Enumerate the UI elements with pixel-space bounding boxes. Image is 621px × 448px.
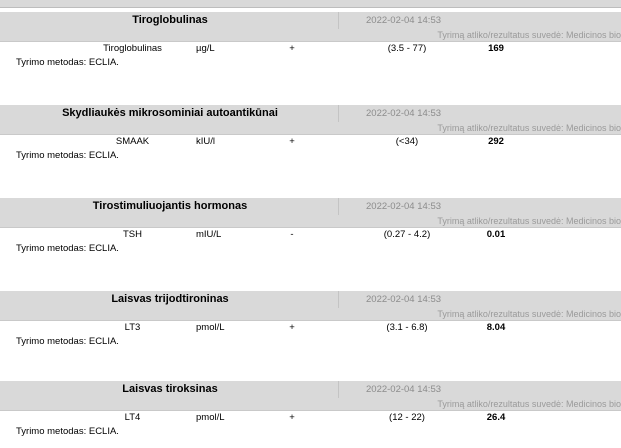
- analyte-name: SMAAK: [115, 136, 150, 147]
- block-date: 2022-02-04 14:53: [366, 201, 442, 212]
- analyte-unit: pmol/L: [196, 412, 225, 423]
- block-date: 2022-02-04 14:53: [366, 15, 442, 26]
- block-performer-bar: [0, 29, 621, 42]
- analyte-flag: +: [289, 43, 295, 54]
- block-performer-bar: [0, 215, 621, 228]
- reference-range: (0.27 - 4.2): [383, 229, 431, 240]
- block-title: Tirostimuliuojantis hormonas: [92, 200, 248, 212]
- method-row: [0, 336, 621, 350]
- method-label: Tyrimo metodas: ECLIA.: [16, 150, 119, 161]
- method-label: Tyrimo metodas: ECLIA.: [16, 57, 119, 68]
- method-label: Tyrimo metodas: ECLIA.: [16, 243, 119, 254]
- analyte-unit: pmol/L: [196, 322, 225, 333]
- result-value: 26.4: [486, 412, 506, 423]
- method-row: [0, 57, 621, 71]
- reference-range: (<34): [395, 136, 419, 147]
- method-row: [0, 243, 621, 257]
- analyte-name: Tiroglobulinas: [103, 43, 162, 54]
- analyte-flag: +: [289, 136, 295, 147]
- table-row: [0, 228, 621, 243]
- reference-range: (3.5 - 77): [387, 43, 427, 54]
- table-row: [0, 135, 621, 150]
- block-date: 2022-02-04 14:53: [366, 294, 442, 305]
- result-value: 169: [488, 43, 504, 54]
- block-title: Tiroglobulinas: [132, 14, 208, 26]
- block-title-bar: [0, 198, 621, 215]
- block-title-bar: [0, 105, 621, 122]
- method-label: Tyrimo metodas: ECLIA.: [16, 426, 119, 437]
- block-title: Skydliaukės mikrosominiai autoantikūnai: [62, 107, 278, 119]
- block-date: 2022-02-04 14:53: [366, 108, 442, 119]
- performer-note: Tyrimą atliko/rezultatus suvedė: Medicinos bio: [437, 399, 621, 409]
- analyte-name: TSH: [123, 229, 142, 240]
- table-row: [0, 411, 621, 426]
- block-title-bar: [0, 291, 621, 308]
- performer-note: Tyrimą atliko/rezultatus suvedė: Medicinos bio: [437, 309, 621, 319]
- method-row: [0, 426, 621, 440]
- result-value: 292: [488, 136, 504, 147]
- analyte-name: LT3: [124, 322, 141, 333]
- cut-off-header-strip: [0, 0, 621, 8]
- performer-note: Tyrimą atliko/rezultatus suvedė: Medicinos bio: [437, 216, 621, 226]
- block-title-bar: [0, 12, 621, 29]
- result-block-tiroglobulinas: [0, 12, 621, 71]
- method-label: Tyrimo metodas: ECLIA.: [16, 336, 119, 347]
- analyte-flag: +: [289, 412, 295, 423]
- performer-note: Tyrimą atliko/rezultatus suvedė: Medicinos bio: [437, 123, 621, 133]
- result-block-lt4: [0, 381, 621, 440]
- block-date: 2022-02-04 14:53: [366, 384, 442, 395]
- result-block-smaak: [0, 105, 621, 164]
- block-performer-bar: [0, 308, 621, 321]
- table-row: [0, 321, 621, 336]
- result-block-lt3: [0, 291, 621, 350]
- method-row: [0, 150, 621, 164]
- result-block-tsh: [0, 198, 621, 257]
- analyte-unit: kIU/l: [196, 136, 215, 147]
- block-performer-bar: [0, 398, 621, 411]
- result-value: 8.04: [486, 322, 506, 333]
- result-value: 0.01: [486, 229, 506, 240]
- block-title: Laisvas tiroksinas: [122, 383, 218, 395]
- performer-note: Tyrimą atliko/rezultatus suvedė: Medicinos bio: [437, 30, 621, 40]
- block-performer-bar: [0, 122, 621, 135]
- block-title: Laisvas trijodtironinas: [111, 293, 229, 305]
- analyte-unit: mIU/L: [196, 229, 222, 240]
- block-title-bar: [0, 381, 621, 398]
- reference-range: (12 - 22): [389, 412, 425, 423]
- reference-range: (3.1 - 6.8): [386, 322, 428, 333]
- analyte-flag: -: [290, 229, 294, 240]
- table-row: [0, 42, 621, 57]
- analyte-flag: +: [289, 322, 295, 333]
- analyte-unit: µg/L: [196, 43, 215, 54]
- analyte-name: LT4: [124, 412, 141, 423]
